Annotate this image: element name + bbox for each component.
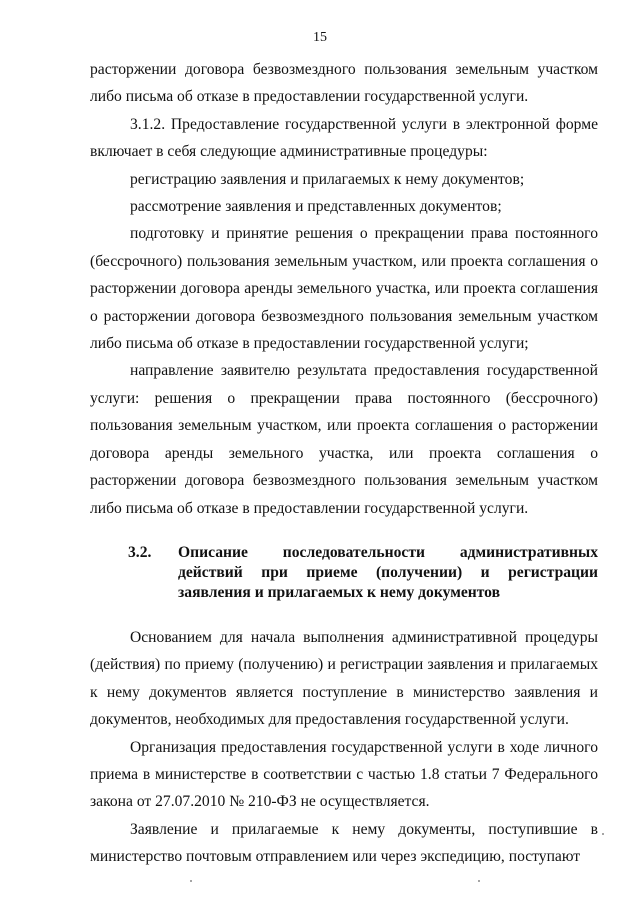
section-heading xyxy=(90,543,598,603)
paragraph-last: Заявление и прилагаемые к нему документы, поступившие в министерство почтовым отправлением или через экспедицию, поступают xyxy=(90,820,598,866)
paragraph-basis: Основанием для начала выполнения административной процедуры (действия) по приему (получению) и регистрации заявления и прилагаемых к нему документов является поступление в министерство заявления и документов, необходимых для предоставления государственной услуги. xyxy=(90,628,598,729)
scan-speck xyxy=(478,880,480,882)
list-item: направление заявителю результата предоставления государственной услуги: решения о прекращении права постоянного (бессрочного) пользования земельным участком, или проекта соглашения о расторжении договора аренды земельного участка, или проекта соглашения о расторжении договора безвозмездного пользования земельным участком либо письма об отказе в предоставлении государственной услуги. xyxy=(90,362,598,517)
page-number: 15 xyxy=(313,30,327,45)
section-title: Описание последовательности административных действий при приеме (получении) и регистрации заявления и прилагаемых к нему документов xyxy=(178,543,598,601)
scan-speck xyxy=(190,880,192,882)
paragraph-organization: Организация предоставления государственной услуги в ходе личного приема в министерстве в соответствии с частью 1.8 статьи 7 Федерального закона от 27.07.2010 № 210-ФЗ не осуществляется. xyxy=(90,738,598,811)
list-item: подготовку и принятие решения о прекращении права постоянного (бессрочного) пользования земельным участком, или проекта соглашения о расторжении договора аренды земельного участка, или проекта соглашения о расторжении договора безвозмездного пользования земельным участком либо письма об отказе в предоставлении государственной услуги; xyxy=(90,225,598,353)
list-item: регистрацию заявления и прилагаемых к нему документов; xyxy=(130,170,525,188)
document-body xyxy=(90,56,598,871)
scan-speck xyxy=(602,833,604,835)
paragraph-3-1-2: 3.1.2. Предоставление государственной услуги в электронной форме включает в себя следующие административные процедуры: xyxy=(90,115,598,161)
section-number: 3.2. xyxy=(128,543,152,561)
paragraph-continuation: расторжении договора безвозмездного пользования земельным участком либо письма об отказе в предоставлении государственной услуги. xyxy=(90,61,598,106)
list-item: рассмотрение заявления и представленных документов; xyxy=(130,198,502,216)
